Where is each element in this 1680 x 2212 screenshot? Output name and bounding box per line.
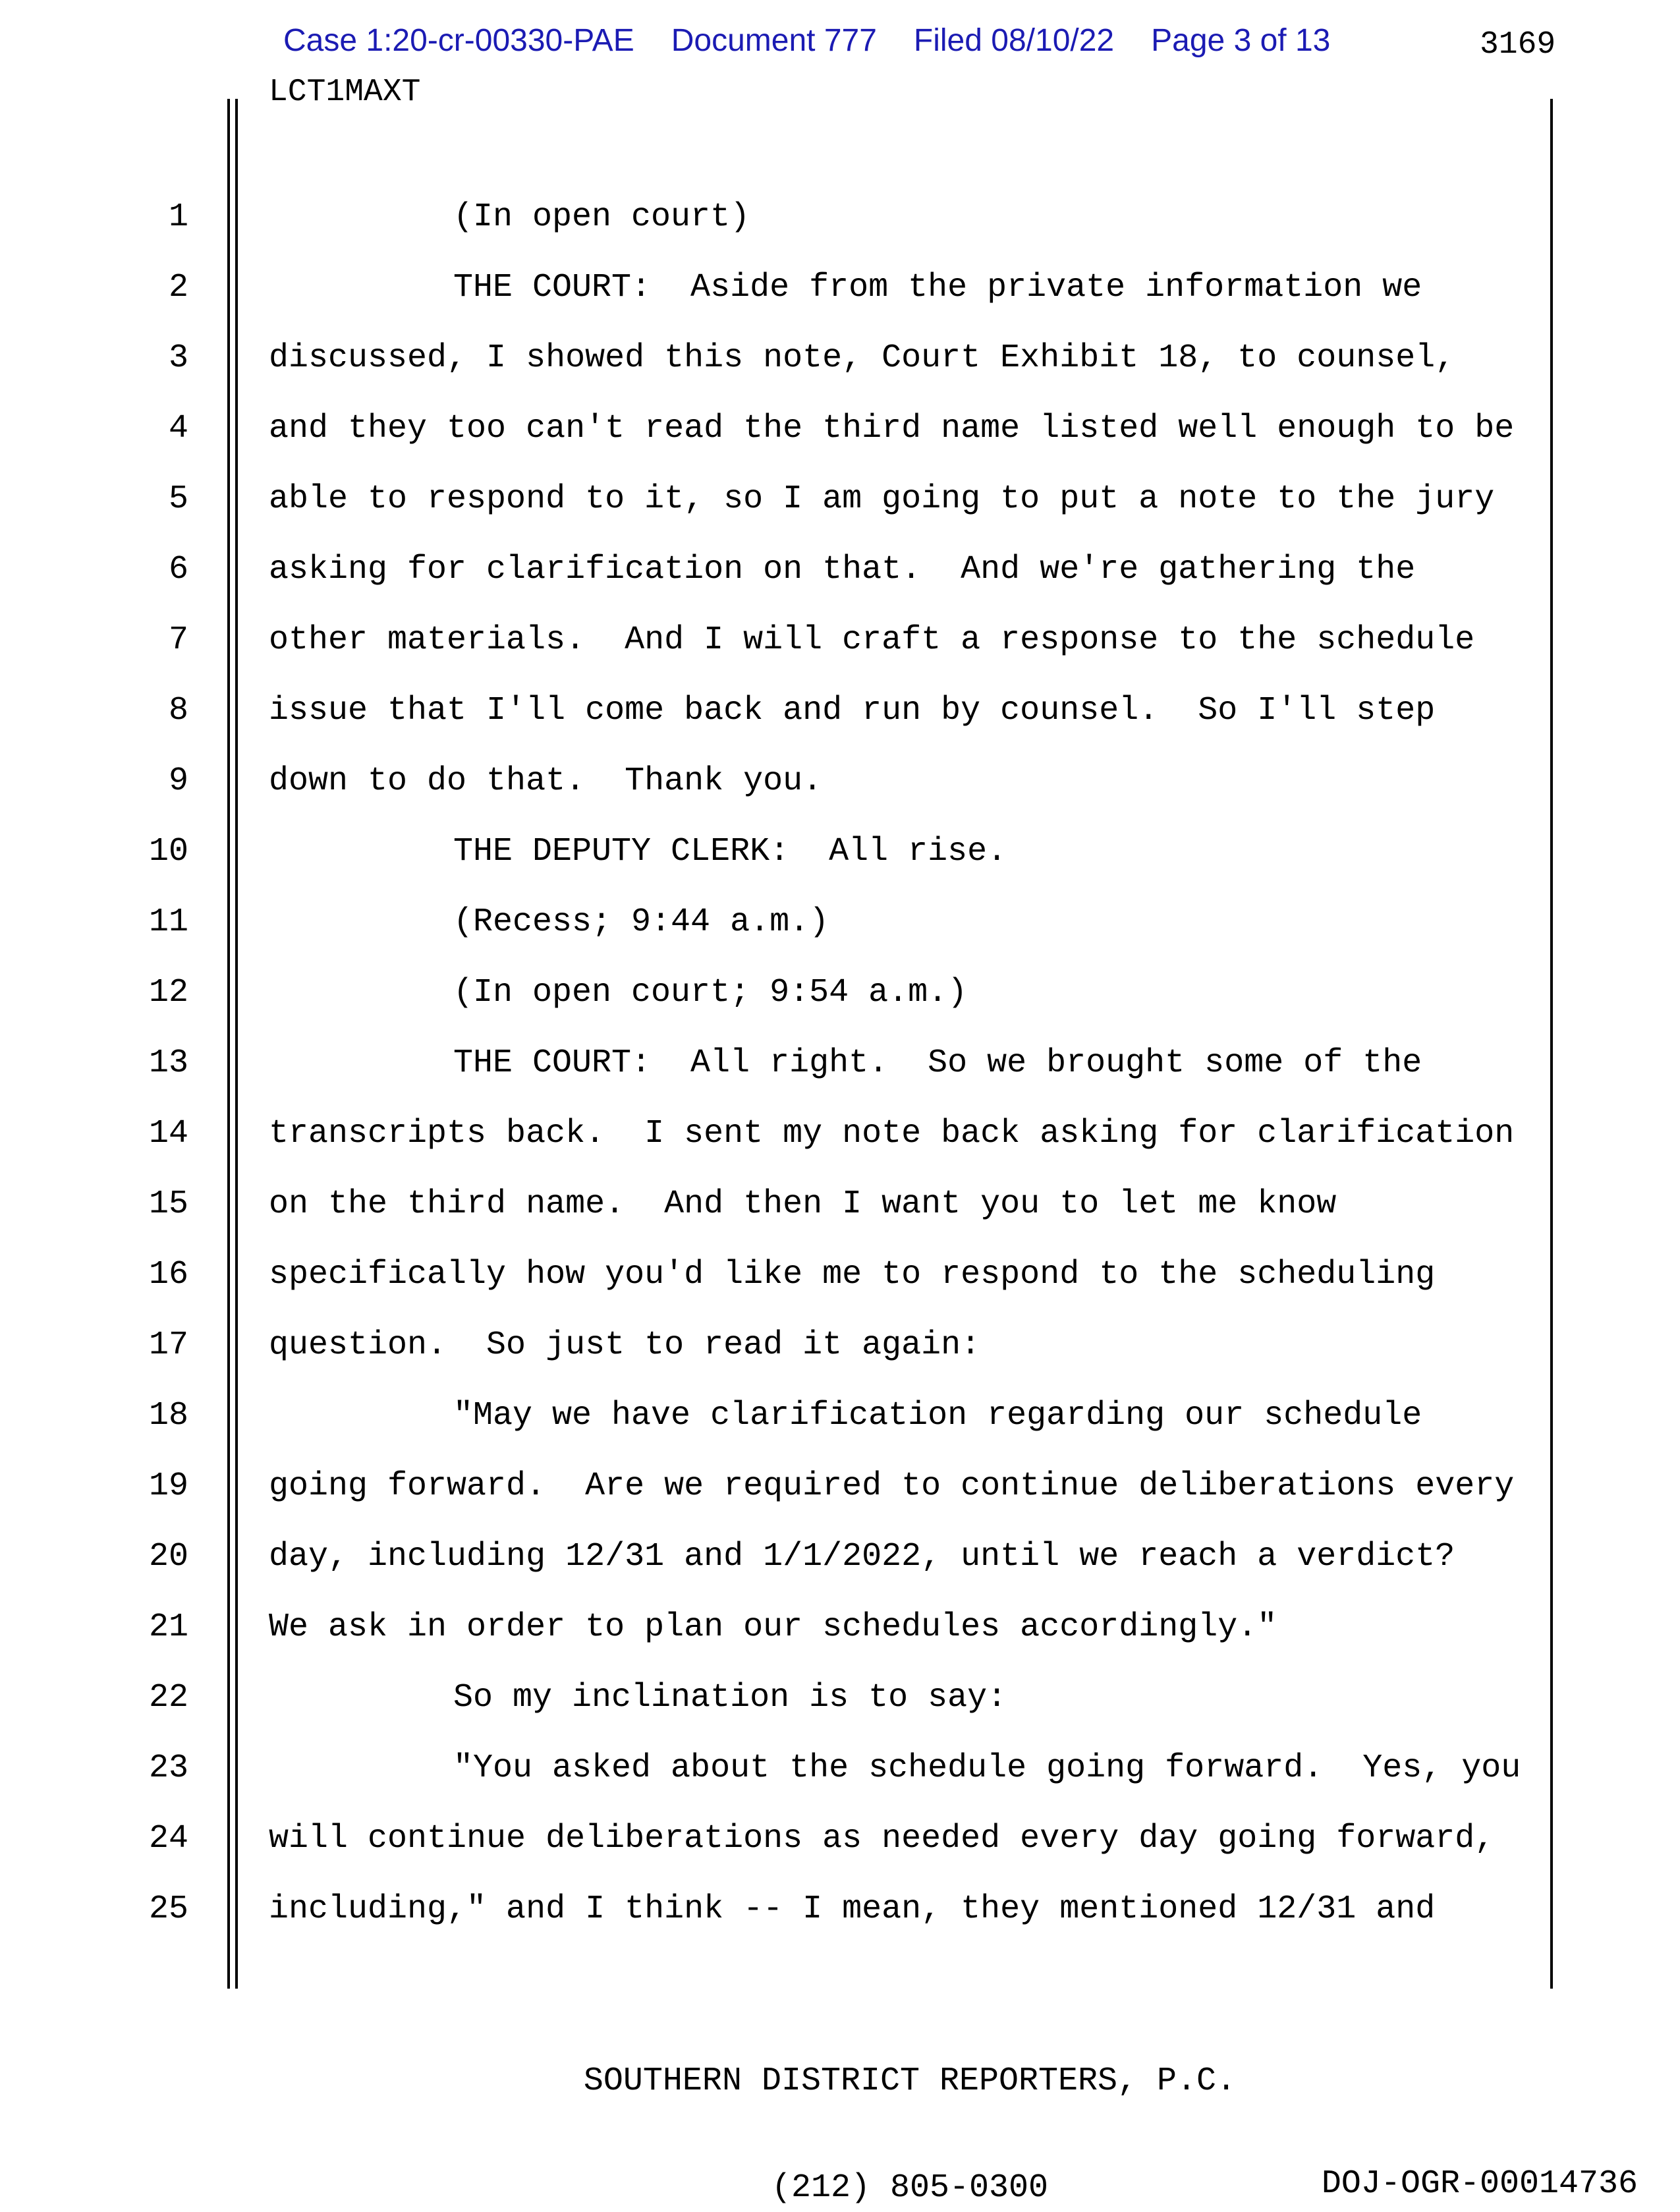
transcript-line — [0, 550, 1680, 590]
line-text: We ask in order to plan our schedules accordingly." — [269, 1608, 1277, 1646]
transcript-line — [0, 1185, 1680, 1224]
line-text: (Recess; 9:44 a.m.) — [453, 903, 829, 941]
ecf-header-stamp — [283, 25, 1330, 57]
line-number: 2 — [168, 269, 188, 306]
line-text: (In open court; 9:54 a.m.) — [453, 974, 968, 1011]
transcript-line — [0, 762, 1680, 801]
line-text: going forward. Are we required to continue deliberations every — [269, 1467, 1515, 1505]
bates-number: DOJ-OGR-00014736 — [1321, 2165, 1638, 2203]
line-number: 1 — [168, 198, 188, 236]
transcript-line — [0, 1114, 1680, 1154]
line-number: 18 — [148, 1397, 188, 1434]
line-number: 4 — [168, 410, 188, 447]
transcript-page-number: 3169 — [1480, 27, 1556, 63]
transcript-line — [0, 1255, 1680, 1295]
line-number: 7 — [168, 621, 188, 659]
transcript-line — [0, 1608, 1680, 1647]
transcript-line — [0, 339, 1680, 378]
line-number: 23 — [148, 1749, 188, 1787]
transcript-line — [0, 1396, 1680, 1436]
page-of-pages: Page 3 of 13 — [1151, 23, 1331, 58]
transcript-line — [0, 1467, 1680, 1506]
line-number: 5 — [168, 480, 188, 518]
transcript-line — [0, 903, 1680, 942]
document-number: Document 777 — [671, 23, 877, 58]
transcript-line — [0, 691, 1680, 731]
line-number: 14 — [148, 1115, 188, 1152]
transcript-line — [0, 832, 1680, 872]
line-text: specifically how you'd like me to respond to the scheduling — [269, 1256, 1436, 1293]
filed-date: Filed 08/10/22 — [913, 23, 1115, 58]
transcript-line — [0, 1819, 1680, 1859]
line-number: 25 — [148, 1890, 188, 1928]
line-text: THE COURT: All right. So we brought some of the — [453, 1044, 1422, 1082]
line-text: question. So just to read it again: — [269, 1326, 981, 1364]
line-text: THE DEPUTY CLERK: All rise. — [453, 833, 1007, 870]
reporter-phone: (212) 805-0300 — [771, 2169, 1049, 2207]
transcript-line — [0, 409, 1680, 449]
line-number: 3 — [168, 339, 188, 377]
line-text: transcripts back. I sent my note back asking for clarification — [269, 1115, 1515, 1152]
transcript-line — [0, 1326, 1680, 1365]
line-text: will continue deliberations as needed every day going forward, — [269, 1820, 1495, 1858]
line-text: So my inclination is to say: — [453, 1679, 1007, 1716]
line-text: on the third name. And then I want you to let me know — [269, 1185, 1337, 1223]
transcript-line — [0, 1678, 1680, 1718]
transcript-line — [0, 198, 1680, 237]
line-number: 10 — [148, 833, 188, 870]
line-number: 6 — [168, 551, 188, 588]
transcript-line — [0, 1044, 1680, 1083]
line-number: 12 — [148, 974, 188, 1011]
line-number: 22 — [148, 1679, 188, 1716]
line-number: 19 — [148, 1467, 188, 1505]
line-number: 11 — [148, 903, 188, 941]
line-text: and they too can't read the third name listed well enough to be — [269, 410, 1515, 447]
line-text: asking for clarification on that. And we're gathering the — [269, 551, 1416, 588]
line-number: 17 — [148, 1326, 188, 1364]
transcript-line — [0, 1749, 1680, 1788]
line-text: THE COURT: Aside from the private information we — [453, 269, 1422, 306]
line-text: "May we have clarification regarding our schedule — [453, 1397, 1422, 1434]
line-number: 16 — [148, 1256, 188, 1293]
transcript-session-id: LCT1MAXT — [269, 74, 421, 110]
transcript-line — [0, 1537, 1680, 1577]
transcript-line — [0, 268, 1680, 308]
line-number: 20 — [148, 1538, 188, 1575]
transcript-line — [0, 973, 1680, 1013]
line-number: 9 — [168, 762, 188, 800]
line-text: issue that I'll come back and run by counsel. So I'll step — [269, 692, 1436, 729]
line-number: 21 — [148, 1608, 188, 1646]
line-text: day, including 12/31 and 1/1/2022, until we reach a verdict? — [269, 1538, 1455, 1575]
line-text: other materials. And I will craft a response to the schedule — [269, 621, 1475, 659]
line-text: (In open court) — [453, 198, 750, 236]
line-number: 15 — [148, 1185, 188, 1223]
reporter-name: SOUTHERN DISTRICT REPORTERS, P.C. — [583, 2062, 1237, 2100]
line-text: discussed, I showed this note, Court Exhibit 18, to counsel, — [269, 339, 1455, 377]
line-text: "You asked about the schedule going forward. Yes, you — [453, 1749, 1521, 1787]
transcript-line — [0, 480, 1680, 519]
line-number: 8 — [168, 692, 188, 729]
case-number: Case 1:20-cr-00330-PAE — [283, 23, 634, 58]
line-number: 13 — [148, 1044, 188, 1082]
transcript-line — [0, 1890, 1680, 1929]
line-text: able to respond to it, so I am going to put a note to the jury — [269, 480, 1495, 518]
transcript-line — [0, 621, 1680, 660]
line-text: including," and I think -- I mean, they mentioned 12/31 and — [269, 1890, 1436, 1928]
line-number: 24 — [148, 1820, 188, 1858]
line-text: down to do that. Thank you. — [269, 762, 823, 800]
